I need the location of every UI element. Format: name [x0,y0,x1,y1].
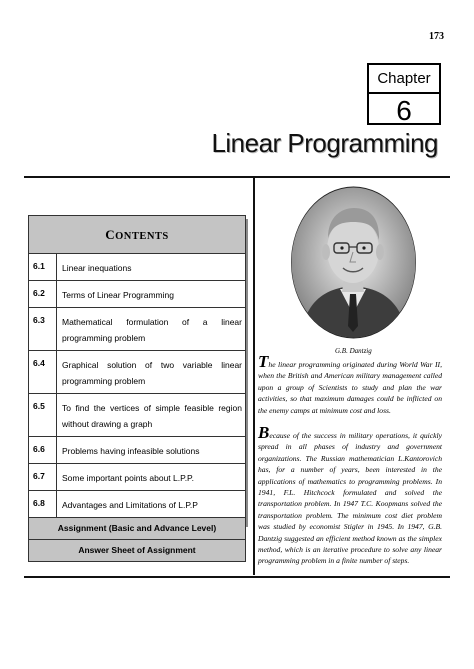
section-number: 6.5 [29,394,57,436]
contents-row [29,281,245,308]
section-title: To find the vertices of simple feasible region without drawing a graph [62,403,242,429]
page-number: 173 [429,31,444,42]
contents-row [29,491,245,518]
section-title: Graphical solution of two variable linear programming problem [62,360,242,386]
paragraph-text: he linear programming originated during World War II, when the British and American military management called upon a group of Scientists to study and plan the war activities, so that maximum damages could be inflicted on the enemy camps at minimum cost and loss. [258,360,442,415]
section-number: 6.1 [29,254,57,280]
chapter-number: 6 [396,95,412,123]
contents-row [29,254,245,281]
top-divider [24,176,450,178]
section-title: Terms of Linear Programming [62,290,174,300]
paragraph-text: ecause of the success in military operations, it quickly spread in all phases of industry and government organizations. The Russian mathematician L.Kantorovich has, for a number of years, been interested in the applications of mathematics to programming problems. In 1941, F.L. Hitchcock formulated and solved the transportation problem. In 1947 T.C. Koopmans solved the transportation problem. The minimum cost diet problem was studied by economist Stigler in 1945. In 1947, G.B. Dantzig suggested an efficient method known as the simplex method, which is an iterative procedure to solve any linear programming problem in a finite number of steps. [258,431,442,566]
history-paragraph-1 [258,352,442,416]
section-number: 6.7 [29,464,57,490]
section-title: Advantages and Limitations of L.P.P [62,500,198,510]
dantzig-portrait [290,186,417,339]
contents-heading-rest: ONTENTS [115,231,169,242]
section-number: 6.4 [29,351,57,393]
section-title: Linear inequations [62,263,132,273]
section-title: Problems having infeasible solutions [62,446,200,456]
contents-row [29,464,245,491]
contents-row [29,308,245,351]
contents-table [28,215,246,562]
answer-sheet-row: Answer Sheet of Assignment [29,540,245,561]
contents-row [29,437,245,464]
section-number: 6.3 [29,308,57,350]
contents-heading-initial: C [105,227,116,242]
drop-cap: T [258,352,269,371]
portrait-caption: G.B. Dantzig [335,347,372,355]
section-title: Mathematical formulation of a linear programming problem [62,317,242,343]
contents-row [29,394,245,437]
contents-row [29,351,245,394]
section-number: 6.6 [29,437,57,463]
contents-heading [29,216,245,254]
column-divider [253,178,255,575]
history-paragraph-2 [258,423,442,567]
assignment-row: Assignment (Basic and Advance Level) [29,518,245,540]
bottom-divider [24,576,450,578]
drop-cap: B [258,423,270,442]
page-title: Linear Programming [211,128,438,158]
section-title: Some important points about L.P.P. [62,473,194,483]
chapter-label: Chapter [369,65,439,94]
chapter-box [367,63,441,125]
section-number: 6.2 [29,281,57,307]
section-number: 6.8 [29,491,57,517]
